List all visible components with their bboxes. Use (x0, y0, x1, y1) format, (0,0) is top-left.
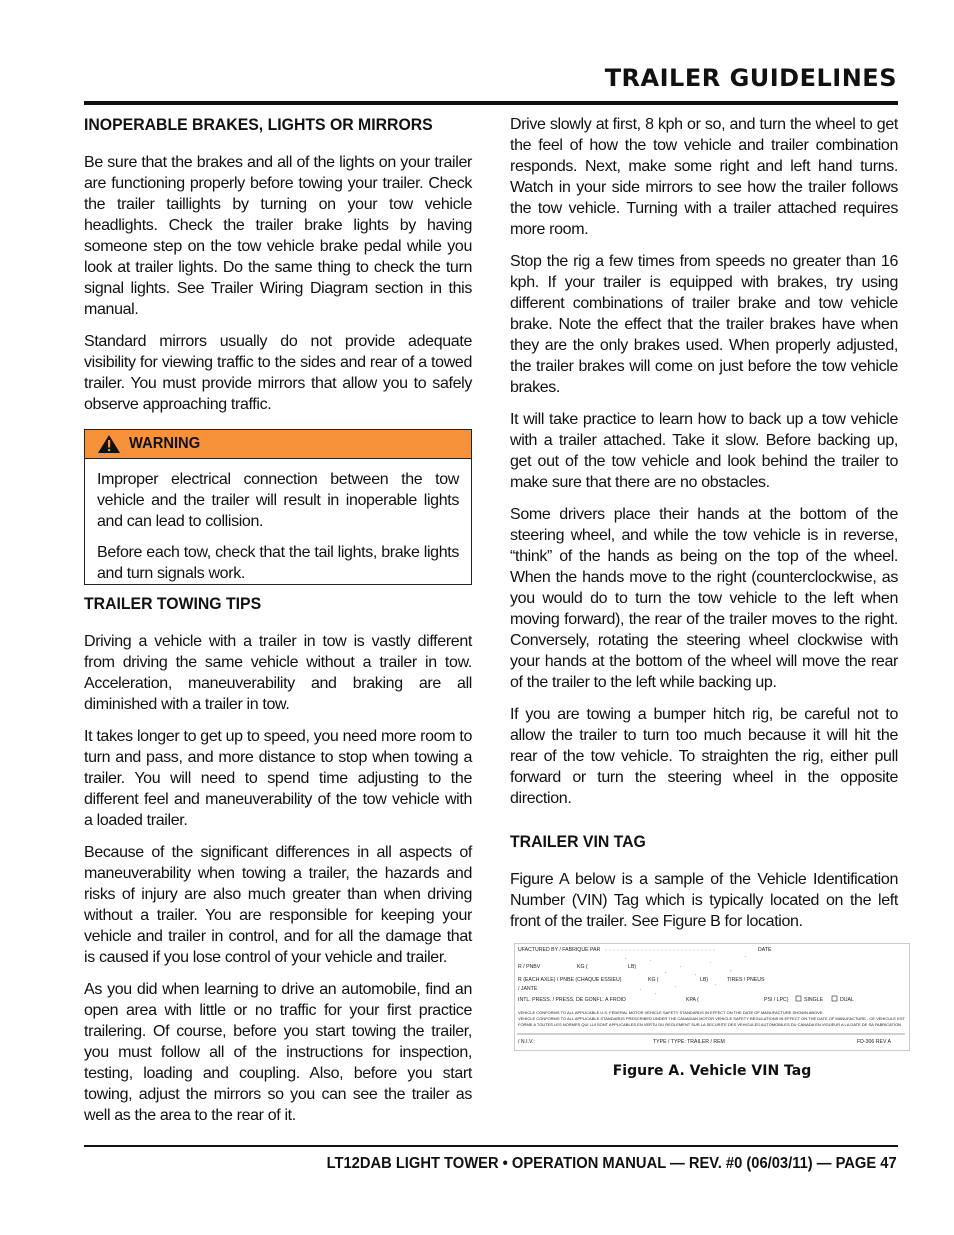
vin-tag-figure (514, 943, 910, 1051)
paragraph: Be sure that the brakes and all of the lights on your trailer are functioning properly before towing your trailer. Check the trailer taillights by turning on your tow vehicle headlights. Check the trailer brake lights by having someone step on the tow vehicle brake pedal while you look at trailer lights. Do the same thing to check the turn signal lights. See Trailer Wiring Diagram section in this manual. (84, 154, 472, 318)
vin-kpa: KPA ( (686, 997, 699, 1003)
paragraph: Figure A below is a sample of the Vehicle Identification Number (VIN) Tag which is typically located on the left front of the trailer. See Figure B for location. (510, 871, 898, 930)
vin-cold-pressure: INTL. PRESS. / PRESS. DE GONFL. A FROID (518, 997, 626, 1003)
vin-number: / N.I.V.: (518, 1039, 535, 1045)
vin-rims: / JANTE (518, 986, 538, 992)
vin-compliance-line: VEHICLE CONFORMS TO ALL APPLICABLE U.S. FEDERAL MOTOR VEHICLE SAFETY STANDARDS IN EFFECT ON THE DATE OF MANUFACTURE SHOWN ABOVE. (518, 1010, 824, 1015)
page-title: TRAILER GUIDELINES (604, 64, 897, 92)
vin-form-number: FD-306 REV A (857, 1039, 892, 1045)
vin-manufactured-by: UFACTURED BY / FABRIQUE PAR (518, 947, 601, 953)
vin-lb: LB) (628, 964, 637, 970)
paragraph: Because of the significant differences in all aspects of maneuverability when towing a trailer, the hazards and risks of injury are also much greater than when driving without a trailer. You are responsible for keeping your vehicle and trailer in control, and for all the damage that is caused if you lose control of your vehicle and trailer. (84, 844, 472, 966)
warning-triangle-icon (97, 434, 121, 454)
vin-tires: TIRES / PNEUS (727, 977, 765, 983)
vin-kg: KG ( (577, 964, 588, 970)
vin-dual: DUAL (840, 997, 854, 1003)
vin-psi: PSI / LPC) (764, 997, 789, 1003)
paragraph: Driving a vehicle with a trailer in tow is vastly different from driving the same vehicle without a trailer in tow. Acceleration, maneuverability and braking are all diminished with a trailer in tow. (84, 633, 472, 713)
section-heading-vin-tag: TRAILER VIN TAG (510, 832, 646, 851)
paragraph: Drive slowly at first, 8 kph or so, and turn the wheel to get the feel of how the tow vehicle and trailer combination responds. Next, make some right and left hand turns. Watch in your side mirrors to see how the trailer follows the tow vehicle. Turning with a trailer attached requires more room. (510, 116, 898, 238)
warning-box (84, 429, 472, 585)
vin-dual-checkbox (832, 996, 837, 1001)
vin-single-checkbox (796, 996, 801, 1001)
paragraph: It takes longer to get up to speed, you need more room to turn and pass, and more distance to stop when towing a trailer. You will need to spend time adjusting to the different feel and maneuverability of the tow vehicle with a loaded trailer. (84, 728, 472, 829)
section-heading-inoperable: INOPERABLE BRAKES, LIGHTS OR MIRRORS (84, 115, 433, 134)
warning-text: Before each tow, check that the tail lights, brake lights and turn signals work. (97, 544, 459, 582)
footer-rule (84, 1145, 898, 1147)
right-column (510, 114, 905, 1079)
vin-type: TYPE / TYPE: TRAILER / REM (653, 1039, 725, 1045)
vin-kg: KG ( (648, 977, 659, 983)
vin-tag-image (515, 944, 909, 1050)
paragraph: If you are towing a bumper hitch rig, be careful not to allow the trailer to turn too much because it will hit the rear of the tow vehicle. To straighten the rig, either pull forward or turn the steering wheel in the opposite direction. (510, 706, 898, 807)
vin-gawr: R (EACH AXLE) / PNBE (CHAQUE ESSIEU) (518, 977, 622, 983)
left-column (84, 114, 472, 1137)
warning-header (85, 430, 471, 459)
warning-body (85, 459, 471, 584)
vin-date: DATE (758, 947, 772, 953)
vin-gvwr: R / PNBV (518, 964, 541, 970)
warning-text: Improper electrical connection between the tow vehicle and the trailer will result in inoperable lights and can lead to collision. (97, 471, 459, 530)
paragraph: Standard mirrors usually do not provide adequate visibility for viewing traffic to the sides and rear of a towed trailer. You must provide mirrors that allow you to safely observe approaching traffic. (84, 333, 472, 413)
paragraph: It will take practice to learn how to back up a tow vehicle with a trailer attached. Take it slow. Before backing up, get out of the tow vehicle and look behind the trailer to make sure that there are no obstacles. (510, 411, 898, 491)
paragraph: Some drivers place their hands at the bottom of the steering wheel, and while the tow vehicle is in reverse, “think” of the hands as being on the top of the wheel. When the hands move to the right (counterclockwise, as you would do to turn the tow vehicle to the left when moving forward), the rear of the trailer moves to the right. Conversely, rotating the steering wheel clockwise with your hands at the bottom of the wheel will move the rear of the trailer to the left while backing up. (510, 506, 898, 691)
paragraph: As you did when learning to drive an automobile, find an open area with little or no traffic for your first practice trailering. Of course, before you start towing the trailer, you must follow all of the instructions for inspection, testing, loading and coupling. Also, before you start towing, adjust the mirrors so you can see the trailer as well as the area to the rear of it. (84, 981, 472, 1124)
figure-caption: Figure A. Vehicle VIN Tag (612, 1063, 812, 1079)
vin-compliance-line: VEHICLE CONFORMS TO ALL APPLICABLE STANDARDS PRESCRIBED UNDER THE CANADIAN MOTOR VEHICLE SAFETY REGULATIONS IN EFFECT ON THE DATE OF MANUFACTURE - CE VEHICULE EST (518, 1016, 905, 1021)
vin-lb: LB) (700, 977, 709, 983)
vin-single: SINGLE (804, 997, 824, 1003)
vin-compliance-line: FORME A TOUTES LES NORMES QUI LUI SONT APPLICABLES EN VERTU DU REGLEMENT SUR LA SECURITE DES VEHICULES AUTOMOBILES DU CANADA EN VIGUEUR A LA DATE DE SA FABRICATION (518, 1022, 902, 1027)
vin-compliance-text (518, 1010, 906, 1027)
paragraph: Stop the rig a few times from speeds no greater than 16 kph. If your trailer is equipped with brakes, try using different combinations of trailer brake and tow vehicle brake. Note the effect that the trailer brakes have when they are the only brakes used. When properly adjusted, the trailer brakes will come on just before the tow vehicle brakes. (510, 253, 898, 396)
warning-label: WARNING (129, 435, 201, 452)
section-heading-towing-tips: TRAILER TOWING TIPS (84, 594, 262, 613)
header-rule (84, 101, 898, 105)
vin-watermark-speckle (625, 956, 746, 994)
page-footer: LT12DAB LIGHT TOWER • OPERATION MANUAL — REV. #0 (06/03/11) — PAGE 47 (326, 1155, 897, 1172)
